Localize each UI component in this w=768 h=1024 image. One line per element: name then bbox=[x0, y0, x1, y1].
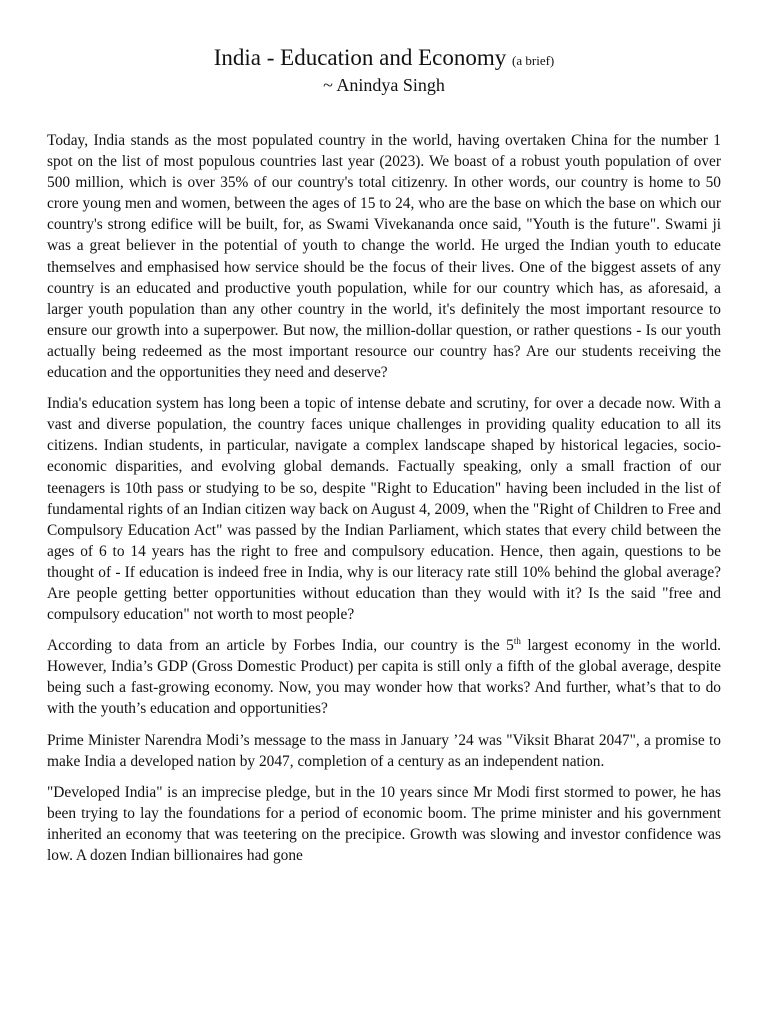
title-text: India - Education and Economy bbox=[213, 45, 507, 70]
paragraph-1: Today, India stands as the most populated country in the world, having overtaken China for the number 1 spot on the list of most populous countries last year (2023). We boast of a robust youth population of over 500 million, which is over 35% of our country's total citizenry. In other words, our country is home to 50 crore young men and women, between the ages of 15 to 24, who are the base on which the base on which our country's strong edifice will be built, for, as Swami Vivekananda once said, "Youth is the future". Swami ji was a great believer in the potential of youth to change the world. He urged the Indian youth to educate themselves and emphasised how service should be the focus of their lives. One of the biggest assets of any country is an educated and productive youth population, while for our country which has, as aforesaid, a larger youth population than any other country in the world, it's definitely the most important resource to ensure our growth into a superpower. But now, the million-dollar question, or rather questions - Is our youth actually being redeemed as the most important resource our country has? Are our students receiving the education and the opportunities they need and deserve? bbox=[47, 132, 721, 382]
paragraph-3-start: According to data from an article by Forbes India, our country is the 5 bbox=[47, 637, 514, 655]
paragraph-4: Prime Minister Narendra Modi’s message to the mass in January ’24 was "Viksit Bharat 2047", a promise to make India a developed nation by 2047, completion of a century as an independent nation. bbox=[47, 731, 721, 770]
author-byline: ~ Anindya Singh bbox=[323, 75, 445, 95]
document-title bbox=[0, 44, 768, 75]
document-body bbox=[47, 130, 721, 876]
title-suffix: (a brief) bbox=[512, 53, 555, 68]
superscript-th: th bbox=[513, 636, 521, 647]
paragraph-3 bbox=[47, 635, 721, 719]
paragraph-2: India's education system has long been a topic of intense debate and scrutiny, for over a decade now. With a vast and diverse population, the country faces unique challenges in providing quality education to all its citizens. Indian students, in particular, navigate a complex landscape shaped by historical legacies, socio-economic disparities, and evolving global demands. Factually speaking, only a small fraction of our teenagers is 10th pass or studying to be so, despite "Right to Education" having been included in the list of fundamental rights of an Indian citizen way back on August 4, 2009, when the "Right of Children to Free and Compulsory Education Act" was passed by the Indian Parliament, which states that every child between the ages of 6 to 14 years has the right to free and compulsory education. Hence, then again, questions to be thought of - If education is indeed free in India, why is our literacy rate still 10% behind the global average? Are people getting better opportunities without education than they would with it? Is the said "free and compulsory education" not worth to most people? bbox=[47, 395, 721, 624]
paragraph-5: "Developed India" is an imprecise pledge, but in the 10 years since Mr Modi first stormed to power, he has been trying to lay the foundations for a period of economic boom. The prime minister and his government inherited an economy that was teetering on the precipice. Growth was slowing and investor confidence was low. A dozen Indian billionaires had gone bbox=[47, 783, 721, 864]
paragraph-3-end: largest economy in the world. However, India’s GDP (Gross Domestic Product) per capita is still only a fifth of the global average, despite being such a fast-growing economy. Now, you may wonder how that works? And further, what’s that to do with the youth’s education and opportunities? bbox=[47, 637, 721, 718]
